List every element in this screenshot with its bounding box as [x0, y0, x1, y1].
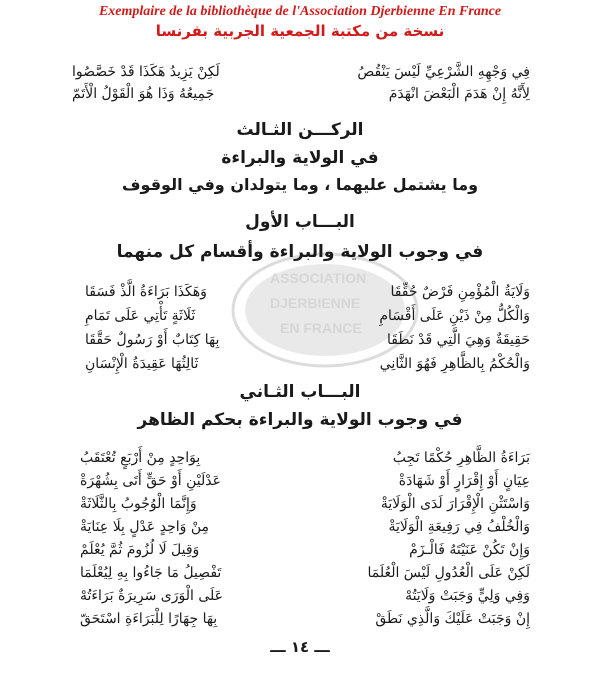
page-number: ـــ ١٤ ـــ: [270, 638, 330, 656]
verse-right: عِيَانٍ أَوْ إِقْرَارٍ أَوْ شَهَادَةْ: [398, 473, 530, 489]
verse-left: عَلَى الْوَرَى سَرِيرَةٌ بَرَاءَتُهْ: [80, 588, 224, 604]
verse-left: وَإِنَّمَا الْوُجُوبُ بِالثَّلَاثَةْ: [80, 496, 197, 512]
watermark-line2: DJERBIENNE: [270, 295, 361, 311]
verse-left: بِوَاحِدٍ مِنْ أَرْبَعٍ تُعْتَقَبُ: [80, 450, 201, 466]
verse-right: حَقِيقَةٌ وَهِيَ الَّتِي قَدْ نَطَقَا: [387, 332, 530, 348]
verse-right: لَكِنْ عَلَى الْعُدُولِ لَيْسَ الْعُلَمَا: [367, 565, 530, 581]
verse-right: بَرَاءَةُ الظَّاهِرِ حُكْمًا تَجِبُ: [392, 450, 530, 466]
verse-left: ثَالِثُهَا عَقِيدَةُ الْإِنْسَانِ: [85, 356, 199, 372]
verse-left: تَفْصِيلُ مَا جَاءُوا بِهِ لِيُعْلَمَا: [80, 565, 222, 581]
watermark-line1: ASSOCIATION: [270, 270, 367, 286]
verse-right: وَالْكُلُّ مِنْ ذَيْنِ عَلَى أَقْسَامِ: [379, 308, 530, 324]
verse-right: لِأَنَّهُ إِنْ هَدَمَ الْبَعْضَ انْهَدَمَ: [388, 86, 530, 102]
verse-left: بِهَا جِهَارًا لِلْبَرَاءَةِ اسْتَحَقّ: [80, 611, 218, 627]
chapter1-subtitle: في وجوب الولاية والبراءة وأقسام كل منهما: [116, 242, 484, 262]
verse-left: جَمِيعُهُ وَذَا هُوَ الْقَوْلُ الْأَتَمّ: [72, 86, 215, 102]
verse-right: وَاسْتَثْنِ الْإِقْرَارَ لَدَى الْوَلَايَةْ: [380, 496, 530, 512]
section-description: وما يشتمل عليهما ، وما يتولدان وفي الوقوف: [121, 175, 479, 194]
chapter1-title: البـــاب الأول: [245, 212, 355, 232]
verse-right: وَالْخُلْفُ فِي رَفِيعَةِ الْوَلَايَةْ: [388, 519, 530, 535]
verse-left: ثَلَاثَةٍ تَأْتِي عَلَى تَمَامِ: [85, 308, 196, 324]
library-stamp-arabic: نسخة من مكتبة الجمعية الجربية بفرنسا: [155, 22, 445, 40]
watermark-line3: EN FRANCE: [280, 320, 362, 336]
verse-right: فِي وَجْهِهِ الشَّرْعِيِّ لَيْسَ يَنْقُصُ: [357, 64, 530, 80]
library-stamp-french: Exemplaire de la bibliothèque de l'Association Djerbienne En France: [98, 4, 502, 19]
verse-left: لَكِنْ يَزِيدُ هَكَذَا قَدْ خَصَّصُوا: [72, 64, 220, 80]
section-title: الركـــن الثـالث: [236, 120, 364, 140]
verse-right: وَفِي وَلِيٍّ وَجَبَتْ وَلَايَتُهْ: [405, 588, 530, 604]
chapter2-subtitle: في وجوب الولاية والبراءة بحكم الظاهر: [137, 410, 463, 430]
verse-right: إِنْ وَجَبَتْ عَلَيْكَ وَالَّذِي نَطَقْ: [375, 611, 530, 627]
verse-right: وَلَايَةُ الْمُؤْمِنِ فَرْضٌ حُقِّقَا: [390, 284, 530, 300]
section-subtitle: في الولاية والبراءة: [221, 148, 379, 168]
verse-left: مِنْ وَاحِدٍ عَدْلٍ بِلَا عِنَايَةْ: [80, 519, 209, 535]
chapter2-title: البـــاب الثـاني: [239, 382, 361, 402]
verse-left: وَهَكَذَا بَرَاءَةُ الَّذْ فَسَقَا: [85, 284, 207, 300]
verse-right: وَالْحُكْمُ بِالظَّاهِرِ فَهُوَ الثَّانِي: [379, 356, 530, 372]
verse-left: بِهَا كِتَابٌ أَوْ رَسُولٌ حَقَّقَا: [85, 332, 220, 348]
verse-left: وَقِيلَ لَا لُزُومَ ثُمَّ يُعْلَمْ: [80, 542, 200, 558]
verse-left: عَدْلَيْنِ أَوْ حَقٍّ أَتَى بِشُهْرَةْ: [80, 473, 221, 489]
verse-right: وَإِنْ تَكُنْ عَنَيْتَهُ فَالْـزَمْ: [409, 542, 530, 558]
